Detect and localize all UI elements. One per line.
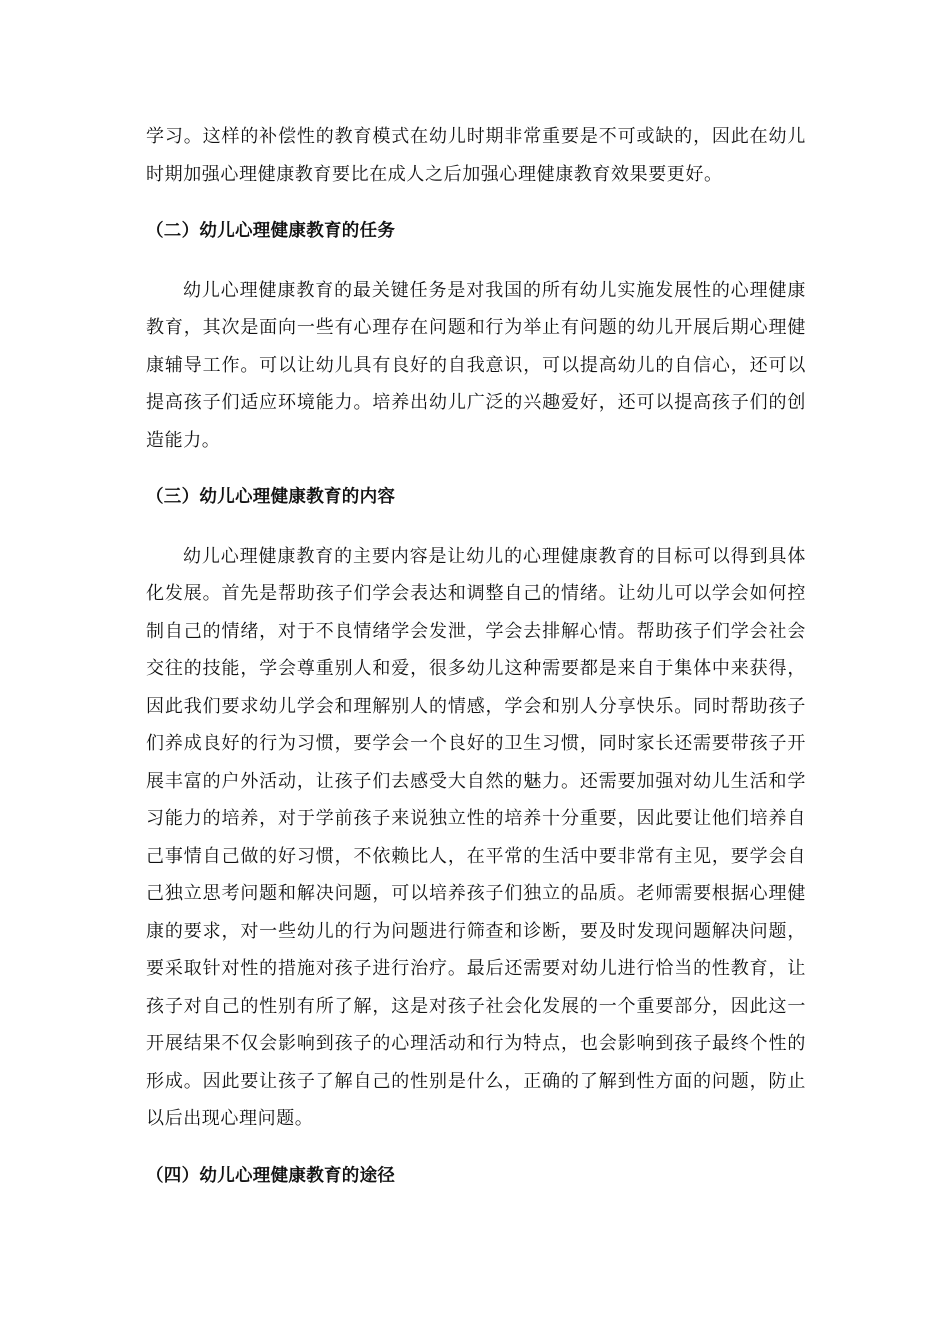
section-heading-approaches: （四）幼儿心理健康教育的途径 xyxy=(146,1165,396,1186)
section-paragraph-tasks: 幼儿心理健康教育的最关键任务是对我国的所有幼儿实施发展性的心理健康教育，其次是面向一些有心理存在问题和行为举止有问题的幼儿开展后期心理健康辅导工作。可以让幼儿具有良好的自我意识，可以提高幼儿的自信心，还可以提高孩子们适应环境能力。培养出幼儿广泛的兴趣爱好，还可以提高孩子们的创造能力。 xyxy=(146,279,806,451)
section-heading-content: （三）幼儿心理健康教育的内容 xyxy=(146,487,396,507)
section-heading-tasks: （二）幼儿心理健康教育的任务 xyxy=(146,221,396,241)
continued-paragraph: 学习。这样的补偿性的教育模式在幼儿时期非常重要是不可或缺的，因此在幼儿时期加强心理健康教育要比在成人之后加强心理健康教育效果要更好。 xyxy=(146,126,806,185)
document-body xyxy=(146,118,806,1195)
section-paragraph-content: 幼儿心理健康教育的主要内容是让幼儿的心理健康教育的目标可以得到具体化发展。首先是帮助孩子们学会表达和调整自己的情绪。让幼儿可以学会如何控制自己的情绪，对于不良情绪学会发泄，学会去排解心情。帮助孩子们学会社会交往的技能，学会尊重别人和爱，很多幼儿这种需要都是来自于集体中来获得，因此我们要求幼儿学会和理解别人的情感，学会和别人分享快乐。同时帮助孩子们养成良好的行为习惯，要学会一个良好的卫生习惯，同时家长还需要带孩子开展丰富的户外活动，让孩子们去感受大自然的魅力。还需要加强对幼儿生活和学习能力的培养，对于学前孩子来说独立性的培养十分重要，因此要让他们培养自己事情自己做的好习惯，不依赖比人，在平常的生活中要非常有主见，要学会自己独立思考问题和解决问题，可以培养孩子们独立的品质。老师需要根据心理健康的要求，对一些幼儿的行为问题进行筛查和诊断，要及时发现问题解决问题，要采取针对性的措施对孩子进行治疗。最后还需要对幼儿进行恰当的性教育，让孩子对自己的性别有所了解，这是对孩子社会化发展的一个重要部分，因此这一开展结果不仅会影响到孩子的心理活动和行为特点，也会影响到孩子最终个性的形成。因此要让孩子了解自己的性别是什么，正确的了解到性方面的问题，防止以后出现心理问题。 xyxy=(146,545,806,1129)
